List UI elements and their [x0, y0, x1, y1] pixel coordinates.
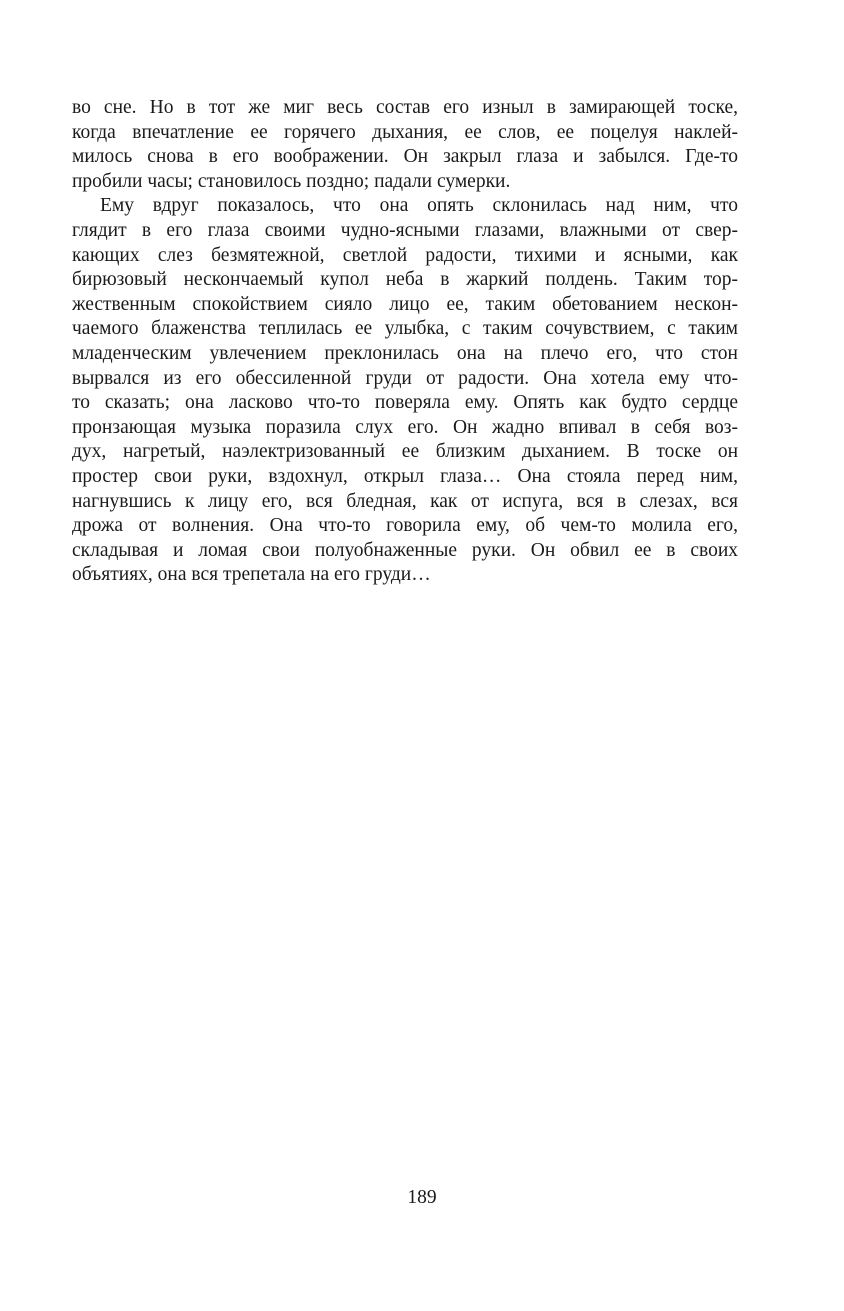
text-line: простер свои руки, вздохнул, открыл глаза… Она стояла перед ним, [72, 465, 738, 487]
text-line: нагнувшись к лицу его, вся бледная, как от испуга, вся в слезах, вся [72, 490, 738, 512]
text-line: дрожа от волнения. Она что-то говорила ему, об чем-то молила его, [72, 515, 738, 537]
text-line: милось снова в его воображении. Он закрыл глаза и забылся. Где-то [72, 146, 738, 168]
paragraph [72, 96, 738, 194]
text-line: дух, нагретый, наэлектризованный ее близким дыханием. В тоске он [72, 441, 738, 463]
text-line: то сказать; она ласково что-то поверяла ему. Опять как будто сердце [72, 392, 738, 414]
text-line: Ему вдруг показалось, что она опять склонилась над ним, что [100, 195, 738, 217]
text-line: бирюзовый нескончаемый купол неба в жаркий полдень. Таким тор- [72, 269, 738, 291]
text-line: объятиях, она вся трепетала на его груди… [72, 564, 431, 586]
paragraph [72, 194, 738, 588]
text-line: пробили часы; становилось поздно; падали сумерки. [72, 170, 511, 192]
text-line: чаемого блаженства теплилась ее улыбка, с таким сочувствием, с таким [72, 318, 738, 340]
text-line: вырвался из его обессиленной груди от радости. Она хотела ему что- [72, 367, 738, 389]
text-line: когда впечатление ее горячего дыхания, ее слов, ее поцелуя наклей- [72, 121, 738, 143]
text-line: младенческим увлечением преклонилась она на плечо его, что стон [72, 342, 738, 364]
page-number: 189 [407, 1187, 437, 1208]
text-line: жественным спокойствием сияло лицо ее, таким обетованием нескон- [72, 293, 738, 315]
text-line: во сне. Но в тот же миг весь состав его изныл в замирающей тоске, [72, 97, 738, 118]
text-line: глядит в его глаза своими чудно-ясными глазами, влажными от свер- [72, 219, 738, 241]
body-text [72, 96, 738, 588]
text-line: складывая и ломая свои полуобнаженные руки. Он обвил ее в своих [72, 539, 738, 561]
text-line: пронзающая музыка поразила слух его. Он жадно впивал в себя воз- [72, 416, 738, 438]
text-line: кающих слез безмятежной, светлой радости, тихими и ясными, как [72, 244, 738, 266]
